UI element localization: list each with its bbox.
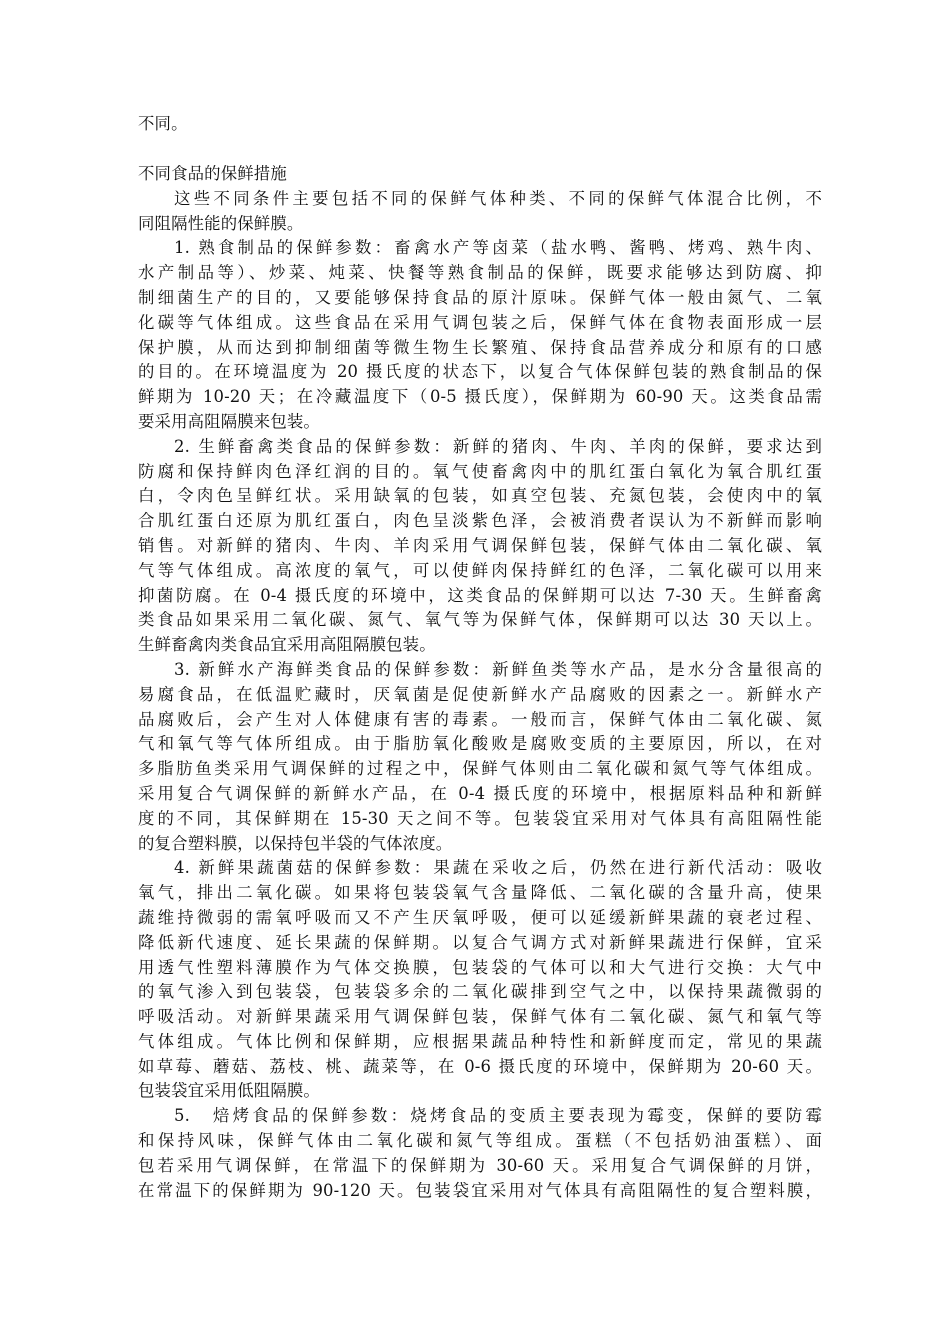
text-line: 蔬维持微弱的需氧呼吸而又不产生厌氧呼吸，便可以延缓新鲜果蔬的衰老过程、 xyxy=(138,907,822,927)
text-line: 的氧气渗入到包装袋，包装袋多余的二氧化碳排到空气之中，以保持果蔬微弱的 xyxy=(138,982,822,1002)
text-line: 化碳等气体组成。这些食品在采用气调包装之后，保鲜气体在食物表面形成一层 xyxy=(138,312,822,332)
text-line: 用透气性塑料薄膜作为气体交换膜，包装袋的气体可以和大气进行交换：大气中 xyxy=(138,957,822,977)
section-heading: 不同食品的保鲜措施 xyxy=(138,164,287,183)
paragraph-cooked-food xyxy=(138,236,822,434)
text-line: 在常温下的保鲜期为 90-120 天。包装袋宜采用对气体具有高阻隔性的复合塑料膜， xyxy=(138,1180,822,1200)
text-line: 保护膜，从而达到抑制细菌等微生物生长繁殖、保持食品营养成分和原有的口感 xyxy=(138,337,822,357)
text-line: 降低新代速度、延长果蔬的保鲜期。以复合气调方式对新鲜果蔬进行保鲜，宜采 xyxy=(138,932,822,952)
text-line: 品腐败后，会产生对人体健康有害的毒素。一般而言，保鲜气体由二氧化碳、氮 xyxy=(138,709,822,729)
text-line: 3. 新鲜水产海鲜类食品的保鲜参数：新鲜鱼类等水产品，是水分含量很高的 xyxy=(174,659,822,679)
text-line: 如草莓、蘑菇、荔枝、桃、蔬菜等，在 0-6 摄氏度的环境中，保鲜期为 20-60 天。 xyxy=(138,1056,822,1076)
text-line: 鲜期为 10-20 天；在冷藏温度下（0-5 摄氏度），保鲜期为 60-90 天。这类食品需 xyxy=(138,387,822,407)
intro-paragraph xyxy=(138,187,822,237)
text-line: 包若采用气调保鲜，在常温下的保鲜期为 30-60 天。采用复合气调保鲜的月饼， xyxy=(138,1155,822,1175)
text-line: 这些不同条件主要包括不同的保鲜气体种类、不同的保鲜气体混合比例，不 xyxy=(174,188,822,208)
top-fragment xyxy=(138,112,822,137)
text-line: 生鲜畜禽肉类食品宜采用高阻隔膜包装。 xyxy=(138,635,436,655)
text-line: 4. 新鲜果蔬菌菇的保鲜参数：果蔬在采收之后，仍然在进行新代活动：吸收 xyxy=(174,858,822,878)
text-line: 氧气，排出二氧化碳。如果将包装袋氧气含量降低、二氧化碳的含量升高，使果 xyxy=(138,883,822,903)
text-line: 呼吸活动。对新鲜果蔬采用气调保鲜包装，保鲜气体有二氧化碳、氮气和氧气等 xyxy=(138,1007,822,1027)
text-line: 水产制品等）、炒菜、炖菜、快餐等熟食制品的保鲜，既要求能够达到防腐、抑 xyxy=(138,263,822,283)
text-line: 的目的。在环境温度为 20 摄氏度的状态下，以复合气体保鲜包装的熟食制品的保 xyxy=(138,362,822,382)
text-line: 要采用高阻隔膜来包装。 xyxy=(138,411,320,431)
text-line: 气和氧气等气体所组成。由于脂肪氧化酸败是腐败变质的主要原因，所以，在对 xyxy=(138,734,822,754)
text-line: 类食品如果采用二氧化碳、氮气、氧气等为保鲜气体，保鲜期可以达 30 天以上。 xyxy=(138,610,822,630)
paragraph-fruit-vegetables xyxy=(138,856,822,1104)
text-line: 多脂肪鱼类采用气调保鲜的过程之中，保鲜气体则由二氧化碳和氮气等气体组成。 xyxy=(138,759,822,779)
text-line: 包装袋宜采用低阻隔膜。 xyxy=(138,1081,320,1101)
text-line: 度的不同，其保鲜期在 15-30 天之间不等。包装袋宜采用对气体具有高阻隔性能 xyxy=(138,808,822,828)
text-line: 同阻隔性能的保鲜膜。 xyxy=(138,213,304,233)
text-line: 防腐和保持鲜肉色泽红润的目的。氧气使畜禽肉中的肌红蛋白氧化为氧合肌红蛋 xyxy=(138,461,822,481)
text-line: 易腐食品，在低温贮藏时，厌氧菌是促使新鲜水产品腐败的因素之一。新鲜水产 xyxy=(138,684,822,704)
paragraph-seafood xyxy=(138,658,822,856)
text-line: 气体组成。气体比例和保鲜期，应根据果蔬品种特性和新鲜度而定，常见的果蔬 xyxy=(138,1031,822,1051)
text-line: 1. 熟食制品的保鲜参数：畜禽水产等卤菜（盐水鸭、酱鸭、烤鸡、熟牛肉、 xyxy=(174,238,822,258)
text-line: 制细菌生产的目的，又要能够保持食品的原汁原味。保鲜气体一般由氮气、二氧 xyxy=(138,287,822,307)
text-line: 采用复合气调保鲜的新鲜水产品，在 0-4 摄氏度的环境中，根据原料品种和新鲜 xyxy=(138,783,822,803)
text-line: 2. 生鲜畜禽类食品的保鲜参数：新鲜的猪肉、牛肉、羊肉的保鲜，要求达到 xyxy=(174,436,822,456)
text-line: 气等气体组成。高浓度的氧气，可以使鲜肉保持鲜红的色泽，二氧化碳可以用来 xyxy=(138,560,822,580)
paragraph-fresh-meat xyxy=(138,435,822,658)
text-line: 合肌红蛋白还原为肌红蛋白，肉色呈淡紫色泽，会被消费者误认为不新鲜而影响 xyxy=(138,511,822,531)
text-line: 不同。 xyxy=(138,114,188,133)
document-body xyxy=(138,162,822,1203)
text-line: 抑菌防腐。在 0-4 摄氏度的环境中，这类食品的保鲜期可以达 7-30 天。生鲜畜禽 xyxy=(138,585,822,605)
text-line: 白，令肉色呈鲜红状。采用缺氧的包装，如真空包装、充氮包装，会使肉中的氧 xyxy=(138,486,822,506)
text-line: 和保持风味，保鲜气体由二氧化碳和氮气等组成。蛋糕（不包括奶油蛋糕）、面 xyxy=(138,1131,822,1151)
text-line: 5. 焙烤食品的保鲜参数：烧烤食品的变质主要表现为霉变，保鲜的要防霉 xyxy=(174,1106,822,1126)
text-line: 的复合塑料膜，以保持包半袋的气体浓度。 xyxy=(138,833,453,853)
paragraph-bakery xyxy=(138,1104,822,1203)
text-line: 销售。对新鲜的猪肉、牛肉、羊肉采用气调保鲜包装，保鲜气体由二氧化碳、氧 xyxy=(138,535,822,555)
